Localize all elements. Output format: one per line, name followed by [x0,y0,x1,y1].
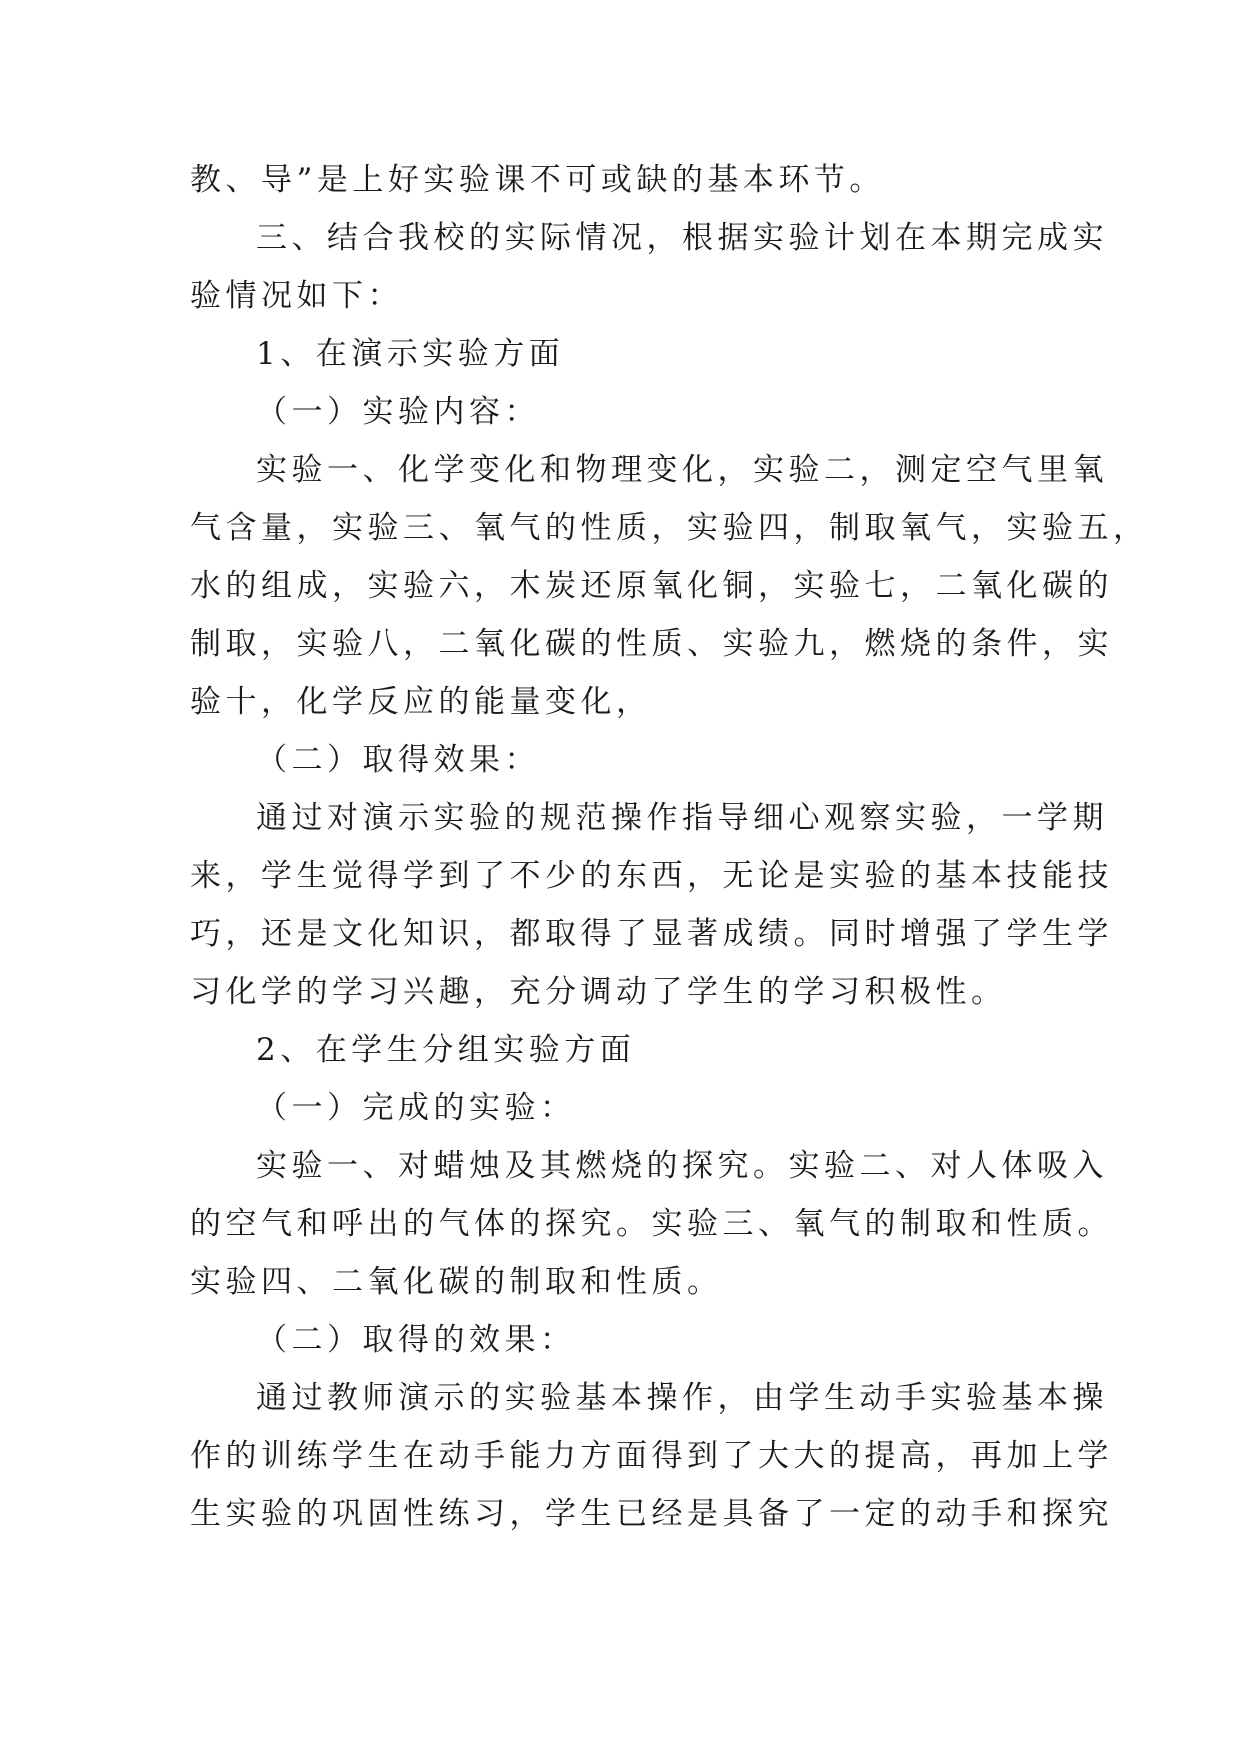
section-heading: 1、在演示实验方面 [256,336,565,372]
paragraph-line: 实验一、对蜡烛及其燃烧的探究。实验二、对人体吸入 [256,1148,1108,1184]
text-line: 验情况如下： [190,278,403,314]
paragraph-line: 实验一、化学变化和物理变化，实验二，测定空气里氧 [256,452,1108,488]
text-line: 教、导”是上好实验课不可或缺的基本环节。 [190,162,885,198]
text-line: 作的训练学生在动手能力方面得到了大大的提高，再加上学 [190,1438,1113,1474]
subsection-heading: （二）取得的效果： [256,1322,576,1358]
text-line: 生实验的巩固性练习，学生已经是具备了一定的动手和探究 [190,1496,1113,1532]
subsection-heading: （一）实验内容： [256,394,540,430]
text-line: 实验四、二氧化碳的制取和性质。 [190,1264,723,1300]
text-line: 气含量，实验三、氧气的性质，实验四，制取氧气，实验五， [190,510,1149,546]
text-line: 来，学生觉得学到了不少的东西，无论是实验的基本技能技 [190,858,1113,894]
section-heading: 2、在学生分组实验方面 [256,1032,636,1068]
subsection-heading: （二）取得效果： [256,742,540,778]
text-line: 水的组成，实验六，木炭还原氧化铜，实验七，二氧化碳的 [190,568,1113,604]
subsection-heading: （一）完成的实验： [256,1090,576,1126]
paragraph-line: 通过对演示实验的规范操作指导细心观察实验，一学期 [256,800,1108,836]
text-line: 巧，还是文化知识，都取得了显著成绩。同时增强了学生学 [190,916,1113,952]
text-line: 的空气和呼出的气体的探究。实验三、氧气的制取和性质。 [190,1206,1113,1242]
text-line: 验十，化学反应的能量变化， [190,684,652,720]
text-line: 习化学的学习兴趣，充分调动了学生的学习积极性。 [190,974,1007,1010]
text-line: 制取，实验八，二氧化碳的性质、实验九，燃烧的条件，实 [190,626,1113,662]
paragraph-line: 三、结合我校的实际情况，根据实验计划在本期完成实 [256,220,1108,256]
paragraph-line: 通过教师演示的实验基本操作，由学生动手实验基本操 [256,1380,1108,1416]
